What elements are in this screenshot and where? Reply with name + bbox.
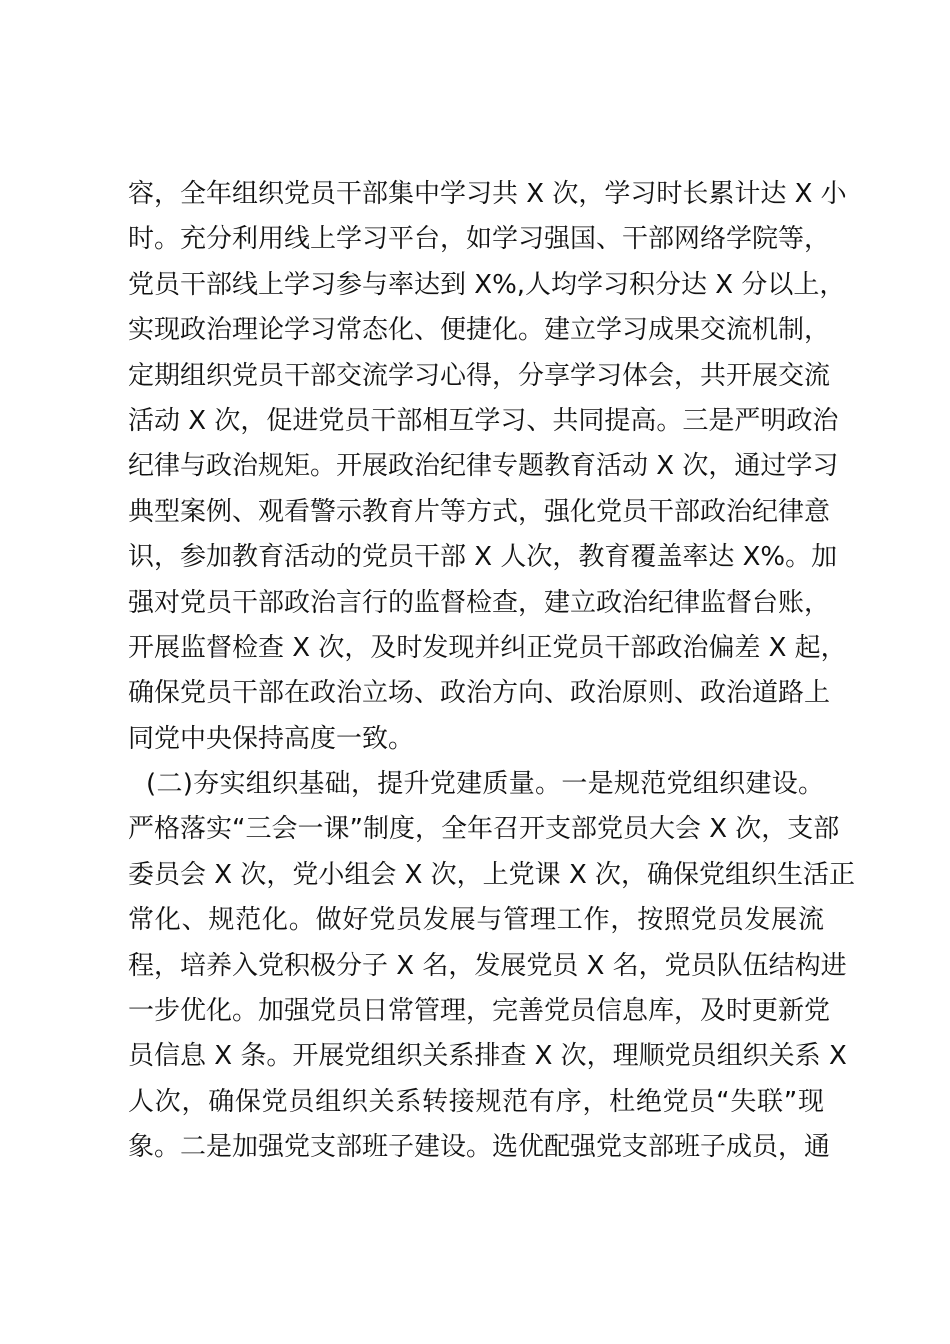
- text-line: 识，参加教育活动的党员干部 X 人次，教育覆盖率达 X%。加: [128, 542, 838, 573]
- text-line: 一步优化。加强党员日常管理，完善党员信息库，及时更新党: [128, 996, 831, 1027]
- text-line: 纪律与政治规矩。开展政治纪律专题教育活动 X 次，通过学习: [128, 451, 839, 482]
- text-line: 常化、规范化。做好党员发展与管理工作，按照党员发展流: [128, 905, 824, 936]
- text-line: 强对党员干部政治言行的监督检查，建立政治纪律监督台账，: [128, 587, 831, 618]
- text-line: 开展监督检查 X 次，及时发现并纠正党员干部政治偏差 X 起，: [128, 632, 847, 663]
- text-line: 象。二是加强党支部班子建设。选优配强党支部班子成员，通: [128, 1132, 831, 1163]
- paragraph-1: [128, 172, 847, 762]
- document-body: [128, 172, 856, 1171]
- text-line: 人次，确保党员组织关系转接规范有序，杜绝党员“失联”现: [128, 1086, 824, 1117]
- section-heading-line: (二)夯实组织基础，提升党建质量。一是规范党组织建设。: [146, 769, 824, 800]
- text-line: 委员会 X 次，党小组会 X 次，上党课 X 次，确保党组织生活正: [128, 859, 856, 890]
- text-line: 党员干部线上学习参与率达到 X%,人均学习积分达 X 分以上，: [128, 269, 846, 300]
- text-line: 活动 X 次，促进党员干部相互学习、共同提高。三是严明政治: [128, 405, 839, 436]
- text-line: 容，全年组织党员干部集中学习共 X 次，学习时长累计达 X 小: [128, 179, 847, 209]
- text-line: 员信息 X 条。开展党组织关系排查 X 次，理顺党员组织关系 X: [128, 1041, 847, 1072]
- text-line: 确保党员干部在政治立场、政治方向、政治原则、政治道路上: [128, 678, 831, 709]
- text-line: 时。充分利用线上学习平台，如学习强国、干部网络学院等，: [128, 224, 831, 255]
- text-line: 严格落实“三会一课”制度，全年召开支部党员大会 X 次，支部: [128, 814, 840, 845]
- text-line: 典型案例、观看警示教育片等方式，强化党员干部政治纪律意: [128, 496, 831, 527]
- text-line: 程，培养入党积极分子 X 名，发展党员 X 名，党员队伍结构进: [128, 950, 847, 981]
- text-line: 实现政治理论学习常态化、便捷化。建立学习成果交流机制，: [128, 315, 831, 346]
- text-line: 定期组织党员干部交流学习心得，分享学习体会，共开展交流: [128, 360, 831, 391]
- paragraph-2: [128, 762, 856, 1171]
- text-line: 同党中央保持高度一致。: [128, 723, 415, 754]
